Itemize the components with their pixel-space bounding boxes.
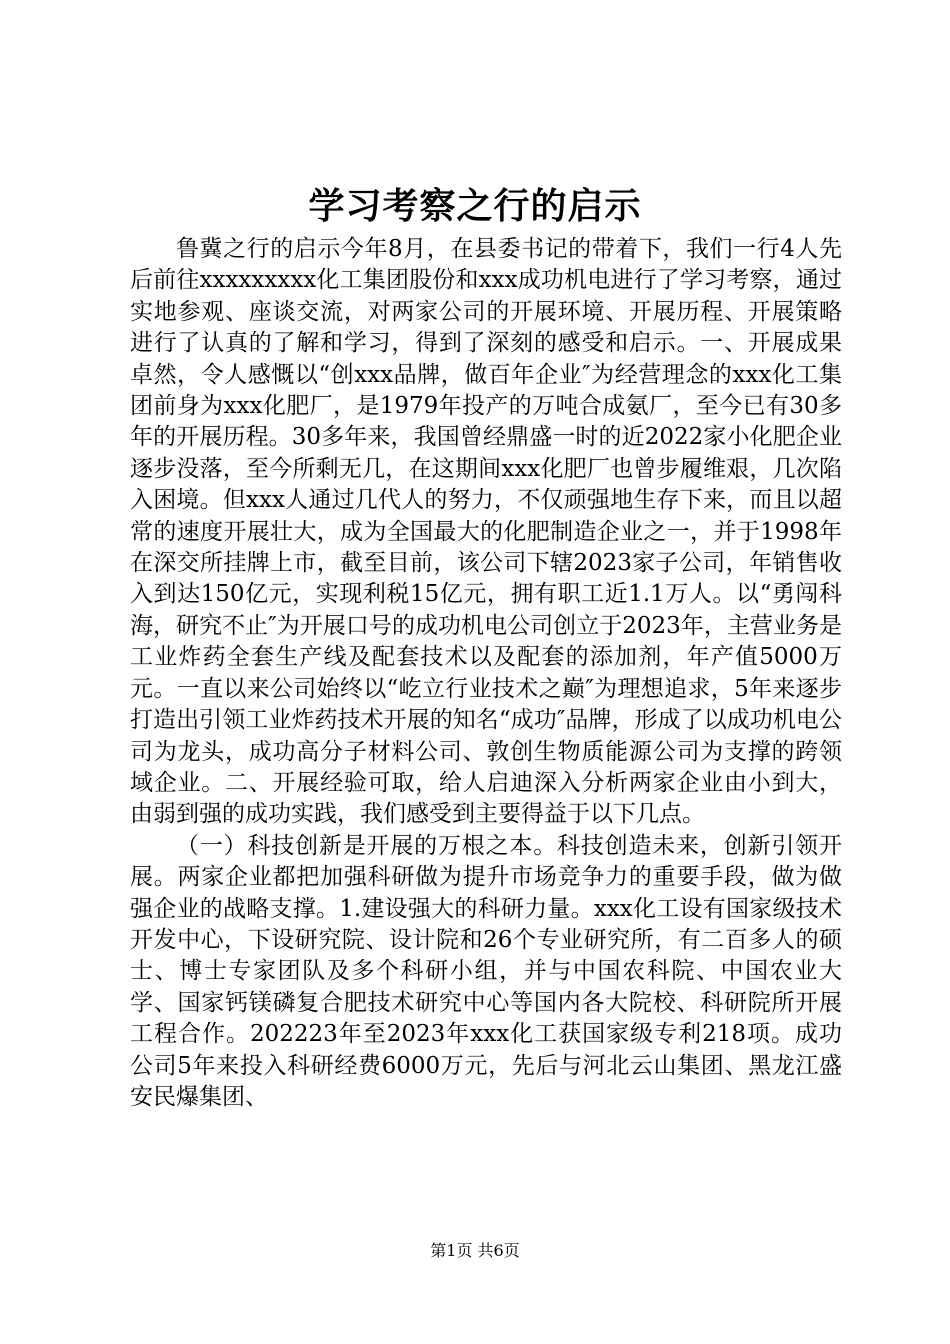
document-body: [130, 234, 842, 1113]
body-paragraph-1: 鲁冀之行的启示今年8月，在县委书记的带着下，我们一行4人先后前往xxxxxxxxx化工集团股份和xxx成功机电进行了学习考察，通过实地参观、座谈交流，对两家公司的开展环境、开展历程、开展策略进行了认真的了解和学习，得到了深刻的感受和启示。一、开展成果卓然，令人感慨以“创xxx品牌，做百年企业″为经营理念的xxx化工集团前身为xxx化肥厂，是1979年投产的万吨合成氨厂，至今已有30多年的开展历程。30多年来，我国曾经鼎盛一时的近2022家小化肥企业逐步没落，至今所剩无几，在这期间xxx化肥厂也曾步履维艰，几次陷入困境。但xxx人通过几代人的努力，不仅顽强地生存下来，而且以超常的速度开展壮大，成为全国最大的化肥制造企业之一，并于1998年在深交所挂牌上市，截至目前，该公司下辖2023家子公司，年销售收入到达150亿元，实现利税15亿元，拥有职工近1.1万人。以“勇闯科海，研究不止″为开展口号的成功机电公司创立于2023年，主营业务是工业炸药全套生产线及配套技术以及配套的添加剂，年产值5000万元。一直以来公司始终以“屹立行业技术之巅″为理想追求，5年来逐步打造出引领工业炸药技术开展的知名“成功″品牌，形成了以成功机电公司为龙头，成功高分子材料公司、敦创生物质能源公司为支撑的跨领域企业。二、开展经验可取，给人启迪深入分析两家企业由小到大，由弱到强的成功实践，我们感受到主要得益于以下几点。: [130, 236, 842, 828]
body-paragraph-2: （一）科技创新是开展的万根之本。科技创造未来，创新引领开展。两家企业都把加强科研做为提升市场竞争力的重要手段，做为做强企业的战略支撑。1.建设强大的科研力量。xxx化工设有国家级技术开发中心，下设研究院、设计院和26个专业研究所，有二百多人的硕士、博士专家团队及多个科研小组，并与中国农科院、中国农业大学、国家钙镁磷复合肥技术研究中心等国内各大院校、科研院所开展工程合作。202223年至2023年xxx化工获国家级专利218项。成功公司5年来投入科研经费6000万元，先后与河北云山集团、黑龙江盛安民爆集团、: [130, 832, 842, 1110]
page-footer: 第1页 共6页: [430, 1241, 520, 1260]
document-title: 学习考察之行的启示: [308, 185, 642, 227]
